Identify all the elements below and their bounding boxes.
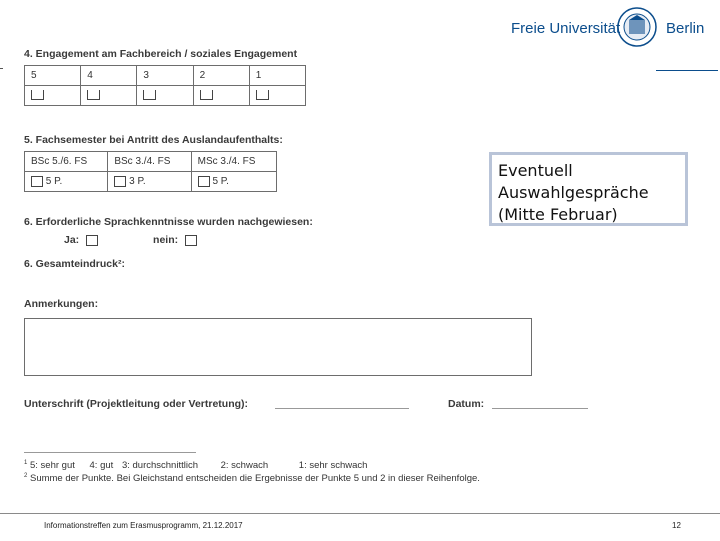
remarks-title: Anmerkungen: <box>24 298 99 310</box>
signature-line[interactable] <box>275 408 409 409</box>
no-checkbox[interactable] <box>185 235 197 246</box>
section4-score-table <box>24 65 306 106</box>
section5-title: 5. Fachsemester bei Antritt des Auslandaufenthalts: <box>24 134 283 146</box>
footnote-item: 4: gut <box>89 460 114 472</box>
checkbox[interactable] <box>87 90 100 100</box>
table-row <box>25 172 277 192</box>
points-cell[interactable] <box>108 172 191 192</box>
points-label: 5 P. <box>45 176 63 188</box>
footnote-1-marker: 1 <box>24 460 28 466</box>
logo-text-right: Berlin <box>666 20 705 37</box>
footnote-item: 1: sehr schwach <box>298 460 368 472</box>
footnote-item: 2: schwach <box>220 460 269 472</box>
section4-title: 4. Engagement am Fachbereich / soziales Engagement <box>24 48 298 60</box>
checkbox-cell[interactable] <box>81 86 137 106</box>
checkbox[interactable] <box>256 90 269 100</box>
semester-header: MSc 3./4. FS <box>191 152 276 172</box>
footnote-2 <box>24 473 584 484</box>
yes-label: Ja: <box>64 234 80 246</box>
score-cell: 4 <box>81 66 137 86</box>
no-label: nein: <box>153 234 179 246</box>
date-label: Datum: <box>448 398 485 410</box>
checkbox-cell[interactable] <box>249 86 305 106</box>
table-row <box>25 86 306 106</box>
callout-box <box>489 152 688 226</box>
points-label: 5 P. <box>212 176 229 188</box>
section6-title: 6. Gesamteindruck²: <box>24 258 125 270</box>
checkbox-cell[interactable] <box>137 86 193 106</box>
yes-checkbox[interactable] <box>86 235 98 246</box>
footer-title: Informationstreffen zum Erasmusprogramm, 21.12.2017 <box>44 521 243 530</box>
points-cell[interactable] <box>191 172 276 192</box>
left-margin-tick <box>0 68 3 69</box>
footnote-1 <box>24 460 564 471</box>
page-number: 12 <box>672 521 681 530</box>
checkbox[interactable] <box>200 90 213 100</box>
score-cell: 5 <box>25 66 81 86</box>
seal-icon <box>615 6 659 48</box>
university-logo <box>511 6 705 48</box>
checkbox[interactable] <box>31 90 44 100</box>
score-cell: 1 <box>249 66 305 86</box>
footnote-divider <box>24 452 196 453</box>
checkbox[interactable] <box>114 176 126 187</box>
checkbox[interactable] <box>143 90 156 100</box>
language-title: 6. Erforderliche Sprachkenntnisse wurden nachgewiesen: <box>24 216 313 228</box>
score-cell: 3 <box>137 66 193 86</box>
section5-semester-table <box>24 151 277 192</box>
points-cell[interactable] <box>25 172 108 192</box>
table-row <box>25 152 277 172</box>
language-options <box>64 234 197 246</box>
header-rule <box>656 70 718 71</box>
score-cell: 2 <box>193 66 249 86</box>
checkbox-cell[interactable] <box>193 86 249 106</box>
checkbox-cell[interactable] <box>25 86 81 106</box>
checkbox[interactable] <box>198 176 210 187</box>
footnote-2-text: Summe der Punkte. Bei Gleichstand entscheiden die Ergebnisse der Punkte 5 und 2 in dieser Reihenfolge. <box>29 473 480 485</box>
footnote-2-marker: 2 <box>24 473 28 479</box>
semester-header: BSc 3./4. FS <box>108 152 191 172</box>
semester-header: BSc 5./6. FS <box>25 152 108 172</box>
footnote-item: 3: durchschnittlich <box>121 460 198 472</box>
footnote-item: 5: sehr gut <box>29 460 75 472</box>
remarks-textarea[interactable] <box>24 318 532 376</box>
logo-text-left: Freie Universität <box>511 20 621 37</box>
signature-label: Unterschrift (Projektleitung oder Vertretung): <box>24 398 249 410</box>
checkbox[interactable] <box>31 176 43 187</box>
table-row <box>25 66 306 86</box>
date-line[interactable] <box>492 408 588 409</box>
callout-text: Eventuell Auswahlgespräche (Mitte Februar) <box>498 161 649 224</box>
points-label: 3 P. <box>129 176 146 188</box>
